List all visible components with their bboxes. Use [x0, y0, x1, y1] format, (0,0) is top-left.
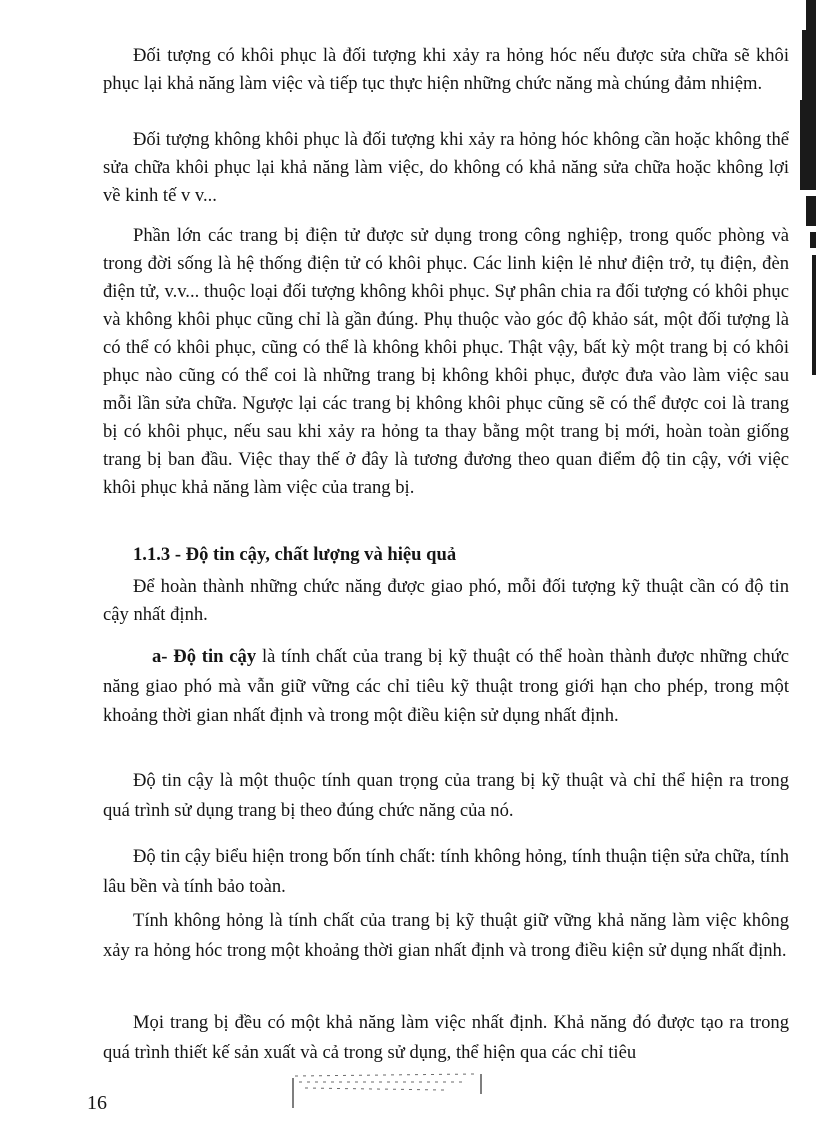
section-heading: 1.1.3 - Độ tin cậy, chất lượng và hiệu quả — [133, 544, 457, 565]
paragraph-restorable-object: Đối tượng có khôi phục là đối tượng khi xảy ra hỏng hóc nếu được sửa chữa sẽ khôi phục lại khả năng làm việc và tiếp tục thực hiện những chức năng mà chúng đảm nhiệm. — [103, 45, 789, 94]
scan-edge-artifact — [800, 0, 816, 380]
definition-text: là tính chất của trang bị kỹ thuật có thể hoàn thành được những chức năng giao phó mà vẫn giữ vững các chỉ tiêu kỹ thuật trong giới hạn cho phép, trong một khoảng thời gian nhất định và trong một điều kiện sử dụng nhất định. — [103, 646, 789, 726]
paragraph-intro: Để hoàn thành những chức năng được giao phó, mỗi đối tượng kỹ thuật cần có độ tin cậy nhất định. — [103, 576, 789, 625]
paragraph-failure-free: Tính không hỏng là tính chất của trang bị kỹ thuật giữ vững khả năng làm việc không xảy ra hỏng hóc trong một khoảng thời gian nhất định và trong điều kiện sử dụng nhất định. — [103, 910, 789, 961]
paragraph-definition — [103, 642, 789, 731]
scan-smudge — [285, 1068, 485, 1118]
paragraph-working-capacity: Mọi trang bị đều có một khả năng làm việc nhất định. Khả năng đó được tạo ra trong quá trình thiết kế sản xuất và cả trong sử dụng, thể hiện qua các chỉ tiêu — [103, 1012, 789, 1063]
paragraph-four-properties: Độ tin cậy biểu hiện trong bốn tính chất: tính không hỏng, tính thuận tiện sửa chữa, tính lâu bền và tính bảo toàn. — [103, 846, 789, 897]
paragraph-reliability-attribute: Độ tin cậy là một thuộc tính quan trọng của trang bị kỹ thuật và chỉ thể hiện ra trong quá trình sử dụng trang bị theo đúng chức năng của nó. — [103, 770, 789, 821]
paragraph-electronic-equipment: Phần lớn các trang bị điện tử được sử dụng trong công nghiệp, trong quốc phòng và trong đời sống là hệ thống điện tử có khôi phục. Các linh kiện lẻ như điện trở, tụ điện, đèn điện tử, v.v... thuộc loại đối tượng không khôi phục. Sự phân chia ra đối tượng có khôi phục và không khôi phục cũng chỉ là gần đúng. Phụ thuộc vào góc độ khảo sát, một đối tượng là có thể có khôi phục, cũng có thể là không khôi phục. Thật vậy, bất kỳ một trang bị có khôi phục nào cũng có thể coi là những trang bị không khôi phục, được đưa vào làm việc sau mỗi lần sửa chữa. Ngược lại các trang bị không khôi phục cũng sẽ có thể được coi là trang bị có khôi phục, nếu sau khi xảy ra hỏng ta thay bằng một trang bị mới, hoàn toàn giống trang bị ban đầu. Việc thay thế ở đây là tương đương theo quan điểm độ tin cậy, với việc khôi phục khả năng làm việc của trang bị. — [103, 225, 789, 498]
definition-term: a- Độ tin cậy — [152, 646, 257, 667]
paragraph-non-restorable-object: Đối tượng không khôi phục là đối tượng khi xảy ra hỏng hóc không cần hoặc không thể sửa chữa khôi phục lại khả năng làm việc, do không có khả năng sửa chữa hoặc không lợi về kinh tế v v... — [103, 129, 789, 206]
page-number: 16 — [87, 1092, 107, 1114]
